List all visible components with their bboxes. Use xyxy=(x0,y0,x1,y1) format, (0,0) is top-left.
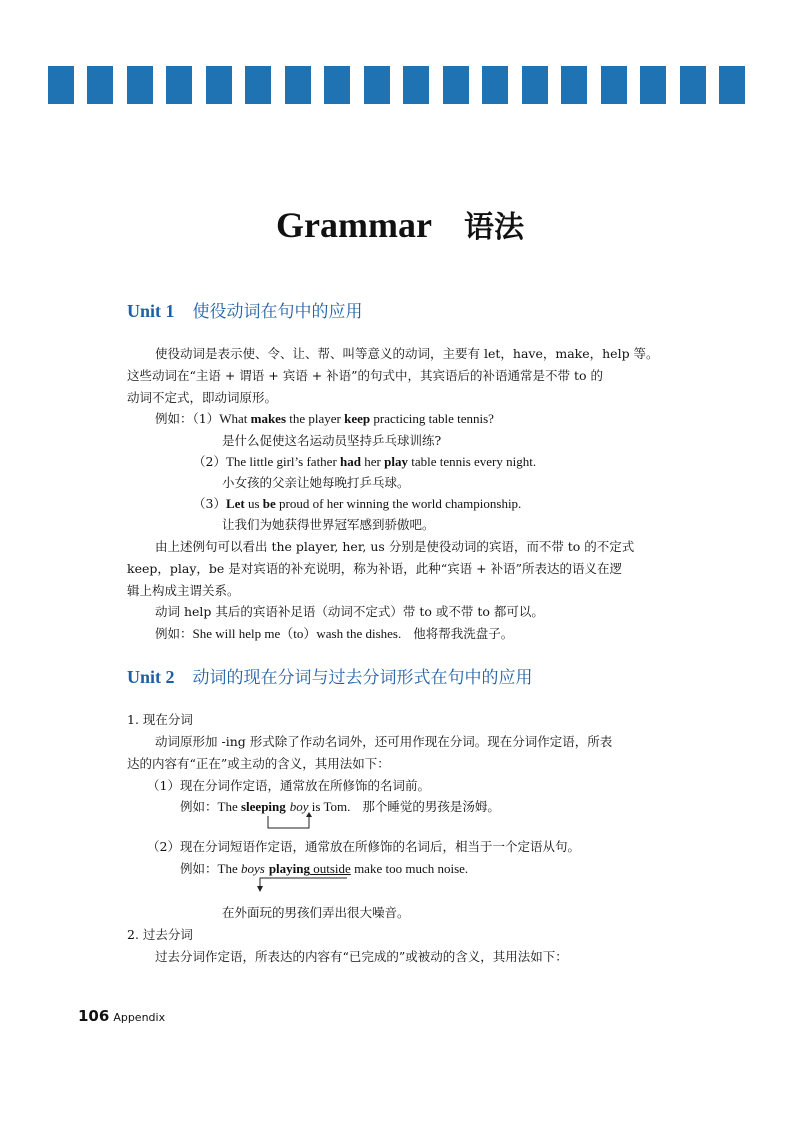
example-text: What xyxy=(219,411,251,426)
example-italic: boys xyxy=(240,861,265,876)
example-text: the player xyxy=(286,411,345,426)
header-bar xyxy=(561,66,587,104)
example-bold: playing xyxy=(268,861,310,876)
unit1-paragraph-line: 由上述例句可以看出 the player, her, us 分别是使役动词的宾语，而不带 to 的不定式 xyxy=(155,539,635,554)
unit1-paragraph-line: 动词 help 其后的宾语补足语（动词不定式）带 to 或不带 to 都可以。 xyxy=(155,604,544,619)
example-number: （3） xyxy=(193,496,226,511)
example-label: 例如： xyxy=(180,861,218,876)
example-3-translation: 让我们为她获得世界冠军感到骄傲吧。 xyxy=(222,517,435,532)
header-bar xyxy=(680,66,706,104)
modifier-arrow xyxy=(255,870,355,892)
example-text: The xyxy=(217,861,241,876)
example-1-translation: 是什么促使这名运动员坚持乒乓球训练? xyxy=(222,433,442,448)
header-bar xyxy=(245,66,271,104)
unit1-title: 使役动词在句中的应用 xyxy=(192,302,363,322)
unit1-number: Unit 1 xyxy=(127,301,175,321)
header-bar xyxy=(482,66,508,104)
header-bar xyxy=(166,66,192,104)
header-bar xyxy=(443,66,469,104)
example-1 xyxy=(155,409,494,429)
example-number: （1） xyxy=(192,411,220,426)
example-2-translation: 小女孩的父亲让她每晚打乒乓球。 xyxy=(222,475,410,490)
example-number: （2） xyxy=(193,454,226,469)
example-text: is Tom. xyxy=(308,799,351,814)
modifier-arrow xyxy=(265,812,315,832)
header-bar xyxy=(364,66,390,104)
section-title: 2. 过去分词 xyxy=(127,927,193,942)
unit2-number: Unit 2 xyxy=(127,667,175,687)
example-text: her xyxy=(361,454,385,469)
unit2-paragraph-line: 达的内容有“正在”或主动的含义，其用法如下： xyxy=(127,756,390,771)
rule-2: （2）现在分词短语作定语，通常放在所修饰的名词后，相当于一个定语从句。 xyxy=(147,839,580,854)
example-underlined: outside xyxy=(310,861,351,876)
rule-1: （1）现在分词作定语，通常放在所修饰的名词前。 xyxy=(147,778,430,793)
example-bold: sleeping xyxy=(240,799,286,814)
page-number: 106 xyxy=(78,1007,110,1025)
example-translation: 他将帮我洗盘子。 xyxy=(413,626,514,641)
unit1-paragraph-line: keep，play，be 是对宾语的补充说明，称为补语，此种“宾语 + 补语”所表达的语义在逻 xyxy=(127,561,622,576)
example-bold: play xyxy=(384,454,408,469)
unit1-paragraph-line: 动词不定式，即动词原形。 xyxy=(127,390,278,405)
page-footer xyxy=(78,1006,165,1025)
example-translation: 那个睡觉的男孩是汤姆。 xyxy=(362,799,500,814)
example-label: 例如： xyxy=(155,411,193,426)
unit1-help-example xyxy=(155,624,513,644)
header-bar xyxy=(48,66,74,104)
example-bold: keep xyxy=(344,411,371,426)
header-bar xyxy=(127,66,153,104)
example-text: The little girl’s father xyxy=(225,454,341,469)
unit2-paragraph-line: 动词原形加 -ing 形式除了作动名词外，还可用作现在分词。现在分词作定语，所表 xyxy=(155,734,613,749)
header-bar xyxy=(640,66,666,104)
example-bold: had xyxy=(340,454,361,469)
example-3 xyxy=(193,494,521,514)
rule-1-example xyxy=(180,797,500,817)
header-bar xyxy=(87,66,113,104)
example-text: table tennis every night. xyxy=(407,454,537,469)
header-bar xyxy=(285,66,311,104)
example-text: us xyxy=(244,496,263,511)
example-2 xyxy=(193,452,536,472)
footer-label: Appendix xyxy=(113,1011,166,1024)
example-text: The xyxy=(217,799,241,814)
example-label: 例如： xyxy=(180,799,218,814)
page-title xyxy=(0,202,800,246)
header-bar xyxy=(719,66,745,104)
unit2-paragraph-line: 过去分词作定语，所表达的内容有“已完成的”或被动的含义，其用法如下： xyxy=(155,949,568,964)
example-text: make too much noise. xyxy=(350,861,469,876)
header-bar xyxy=(403,66,429,104)
section-title: 1. 现在分词 xyxy=(127,712,193,727)
example-bold: be xyxy=(262,496,276,511)
header-bar xyxy=(522,66,548,104)
unit1-paragraph-line: 这些动词在“主语 + 谓语 + 宾语 + 补语”的句式中，其宾语后的补语通常是不带 to 的 xyxy=(127,368,604,383)
unit1-paragraph-line: 使役动词是表示使、令、让、帮、叫等意义的动词，主要有 let，have，make，help 等。 xyxy=(155,346,659,361)
unit2-title: 动词的现在分词与过去分词形式在句中的应用 xyxy=(192,668,533,688)
example-bold: makes xyxy=(250,411,287,426)
example-label: 例如： xyxy=(155,626,193,641)
example-bold: Let xyxy=(225,496,245,511)
unit1-paragraph-line: 辑上构成主谓关系。 xyxy=(127,583,240,598)
unit1-heading xyxy=(127,297,363,322)
header-bar xyxy=(324,66,350,104)
header-bars xyxy=(48,66,745,104)
unit2-heading xyxy=(127,663,533,688)
rule-2-translation: 在外面玩的男孩们弄出很大噪音。 xyxy=(222,905,410,920)
header-bar xyxy=(206,66,232,104)
title-cn: 语法 xyxy=(463,210,524,245)
title-en: Grammar xyxy=(276,205,432,245)
header-bar xyxy=(601,66,627,104)
example-italic: boy xyxy=(289,799,309,814)
example-text: practicing table tennis? xyxy=(370,411,494,426)
example-text: proud of her winning the world championship. xyxy=(275,496,522,511)
example-text: She will help me（to）wash the dishes. xyxy=(192,626,402,641)
